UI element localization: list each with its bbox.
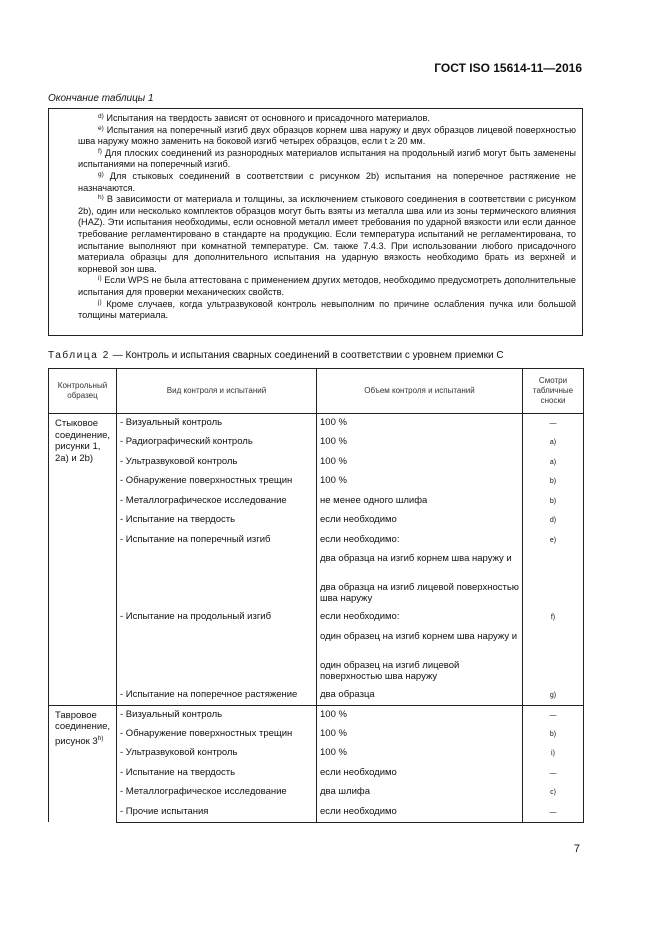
cell-volume: если необходимо: [317,608,523,628]
cell-type [117,550,317,579]
footnote-text: В зависимости от материала и толщины, за исключением стыкового соединения в соответствии с рисунком 2b), один или несколько комплектов образцов могут быть взяты из металла шва или из зоны термического влияния (HAZ). Эти испытания необходимы, если основной металл имеет требования по ударной вязкости или если данное требование регламентировано в стандарте на продукцию. Если температура испытаний не регламентирована, то испытание выполняют при комнатной температуре. См. также 7.4.3. При использовании любого присадочного материала образцы для дополнительного испытания на ударную вязкость необходимо брать из верхней и корневой зон шва. [78,194,576,274]
sample-tee-joint-label: Тавровое соединение, рисунок 3 [55,709,111,747]
footnote-mark: g) [98,170,104,178]
cell-volume: 100 % [317,744,523,764]
cell-volume: если необходимо [317,511,523,531]
table-row [49,453,584,473]
table-row [49,744,584,764]
table-row [49,686,584,706]
cell-footnote: b) [523,492,584,512]
page-number: 7 [573,843,580,855]
footnote-f [78,148,576,171]
cell-type: - Испытание на поперечное растяжение [117,686,317,706]
cell-footnote: c) [523,783,584,803]
table-row [49,492,584,512]
cell-type: - Визуальный контроль [117,705,317,725]
table2-title: — Контроль и испытания сварных соединений в соответствии с уровнем приемки С [109,350,504,361]
cell-type [117,579,317,608]
footnote-i [78,275,576,298]
table-row [49,472,584,492]
cell-footnote: — [523,803,584,823]
cell-footnote [523,579,584,608]
cell-type: - Испытание на твердость [117,511,317,531]
header-notes: Смотри табличные сноски [523,369,584,414]
table-row [49,608,584,628]
table-row [49,511,584,531]
footnote-mark: i) [98,275,102,283]
table-row [49,579,584,608]
footnote-text: Испытания на поперечный изгиб двух образцов корнем шва наружу и двух образцов лицевой поверхностью шва наружу можно заменить на боковой изгиб четырех образцов, если t ≥ 20 мм. [78,124,576,147]
table2 [48,368,584,823]
cell-footnote: — [523,705,584,725]
cell-type: - Визуальный контроль [117,414,317,434]
table-row [49,433,584,453]
document-header: ГОСТ ISO 15614-11—2016 [434,61,582,75]
cell-footnote: f) [523,608,584,628]
footnote-mark: d) [98,113,104,120]
cell-volume: не менее одного шлифа [317,492,523,512]
cell-type: - Обнаружение поверхностных трещин [117,472,317,492]
cell-type: - Ультразвуковой контроль [117,453,317,473]
footnote-text: Испытания на твердость зависят от основного и присадочного материалов. [106,113,430,123]
cell-footnote [523,657,584,686]
cell-type: - Радиографический контроль [117,433,317,453]
table-row [49,550,584,579]
footnote-text: Если WPS не была аттестована с применением других методов, необходимо предусмотреть дополнительные испытания для проверки механических свойств. [78,275,576,297]
cell-volume: два образца на изгиб лицевой поверхностью шва наружу [317,579,523,608]
footnote-j [78,299,576,322]
cell-footnote: b) [523,725,584,745]
table1-footnotes [48,108,583,336]
footnote-h [78,194,576,275]
footnote-e [78,125,576,148]
footnote-mark: j) [98,298,102,306]
footnote-mark: f) [98,147,102,155]
cell-footnote: a) [523,433,584,453]
cell-type: - Прочие испытания [117,803,317,823]
table-row [49,783,584,803]
cell-volume: 100 % [317,414,523,434]
header-volume: Объем контроля и испытаний [317,369,523,414]
cell-volume: если необходимо: [317,531,523,551]
cell-footnote: i) [523,744,584,764]
cell-volume: 100 % [317,725,523,745]
table2-label: Таблица 2 [48,350,110,361]
footnote-text: Для плоских соединений из разнородных материалов испытания на продольный изгиб могут быть заменены испытаниями на поперечный изгиб. [78,147,576,170]
cell-type: - Испытание на продольный изгиб [117,608,317,628]
cell-volume: два образца [317,686,523,706]
table-row [49,414,584,434]
cell-type [117,628,317,657]
cell-footnote: a) [523,453,584,473]
footnote-text: Кроме случаев, когда ультразвуковой контроль невыполним по причине ослабления пучка или большой толщины материала. [78,298,576,321]
header-type: Вид контроля и испытаний [117,369,317,414]
cell-volume: два шлифа [317,783,523,803]
cell-volume: 100 % [317,705,523,725]
cell-volume: 100 % [317,453,523,473]
sample-butt-joint: Стыковое соединение, рисунки 1, 2а) и 2b) [49,414,117,706]
footnote-d [78,113,576,125]
table-row [49,657,584,686]
footnote-g [78,171,576,194]
cell-volume: один образец на изгиб корнем шва наружу и [317,628,523,657]
cell-type: - Испытание на твердость [117,764,317,784]
cell-footnote: — [523,764,584,784]
cell-footnote [523,550,584,579]
table-continuation-label: Окончание таблицы 1 [48,93,154,104]
header-sample: Контрольный образец [49,369,117,414]
cell-type [117,657,317,686]
cell-footnote: — [523,414,584,434]
footnote-mark: h) [98,194,104,202]
footnote-text: Для стыковых соединений в соответствии с рисунком 2b) испытания на поперечное растяжение не назначаются. [78,170,576,193]
footnote-mark: e) [98,124,104,132]
cell-type: - Испытание на поперечный изгиб [117,531,317,551]
cell-type: - Обнаружение поверхностных трещин [117,725,317,745]
table-row [49,725,584,745]
cell-footnote: b) [523,472,584,492]
cell-type: - Металлографическое исследование [117,783,317,803]
cell-footnote: e) [523,531,584,551]
cell-volume: один образец на изгиб лицевой поверхностью шва наружу [317,657,523,686]
table-row [49,764,584,784]
cell-footnote: g) [523,686,584,706]
table-row [49,531,584,551]
cell-volume: 100 % [317,472,523,492]
footnote-mark: h) [97,734,104,742]
sample-tee-joint [49,705,117,822]
table-row [49,803,584,823]
table-header-row [49,369,584,414]
cell-type: - Металлографическое исследование [117,492,317,512]
cell-footnote [523,628,584,657]
cell-volume: если необходимо [317,764,523,784]
table-row [49,705,584,725]
cell-volume: два образца на изгиб корнем шва наружу и [317,550,523,579]
cell-volume: если необходимо [317,803,523,823]
table-row [49,628,584,657]
table2-caption [48,350,504,361]
cell-volume: 100 % [317,433,523,453]
cell-footnote: d) [523,511,584,531]
cell-type: - Ультразвуковой контроль [117,744,317,764]
